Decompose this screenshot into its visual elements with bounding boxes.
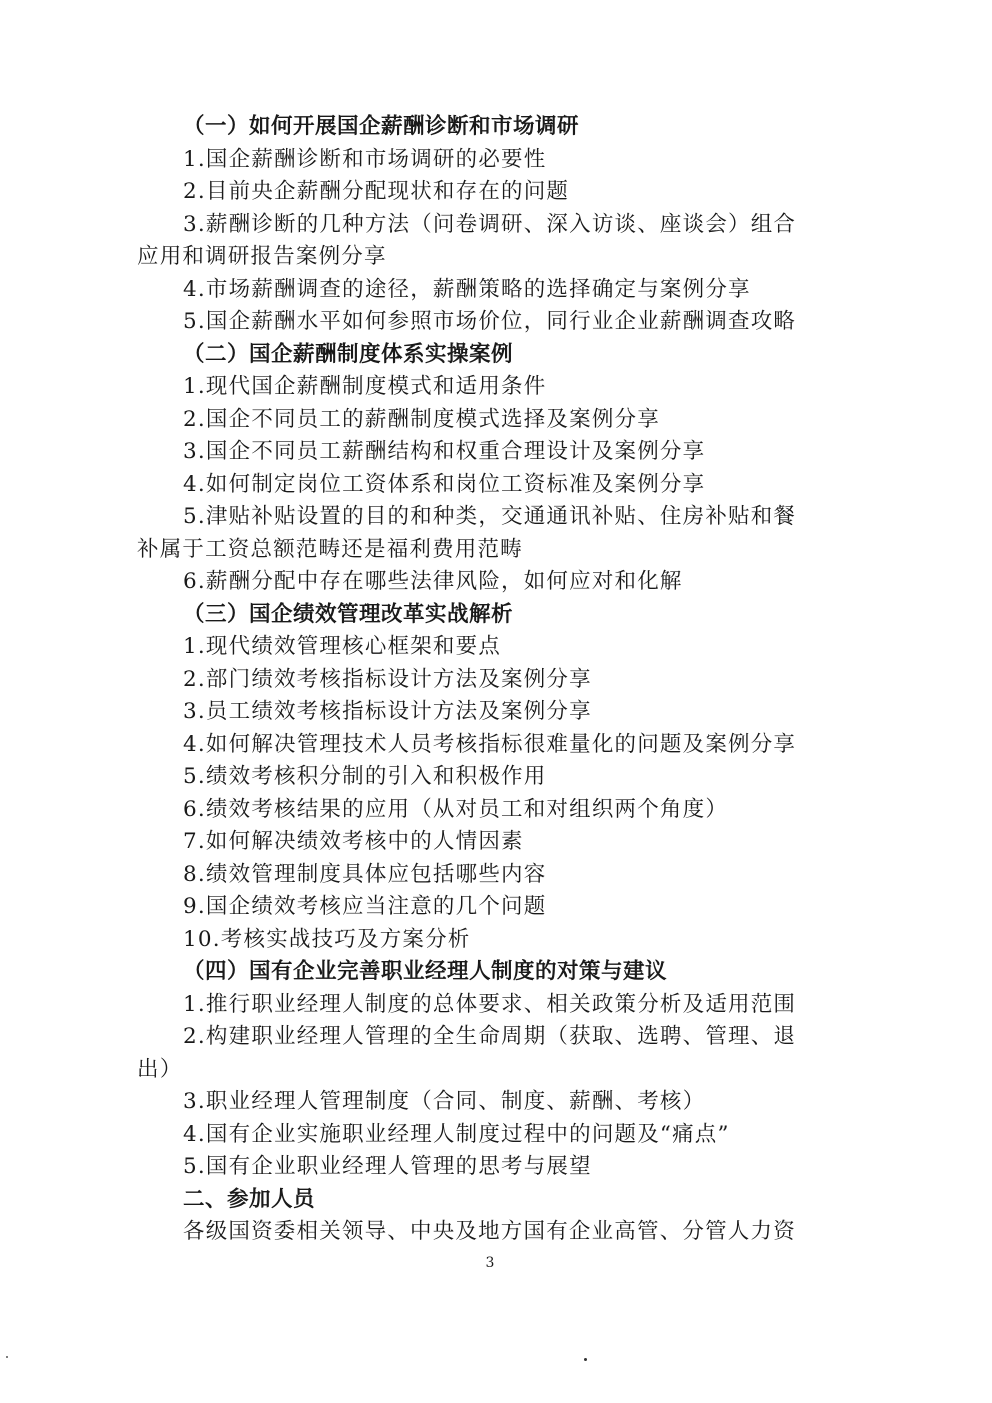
list-item: 4.市场薪酬调查的途径，薪酬策略的选择确定与案例分享 [183, 276, 751, 302]
list-item: 7.如何解决绩效考核中的人情因素 [183, 829, 524, 854]
list-item: 1.国企薪酬诊断和市场调研的必要性 [183, 146, 547, 172]
list-item: 4.如何制定岗位工资体系和岗位工资标准及案例分享 [183, 471, 706, 497]
list-item: 1.现代国企薪酬制度模式和适用条件 [183, 374, 547, 399]
scan-speck [584, 1358, 587, 1361]
part-two-text: 各级国资委相关领导、中央及地方国有企业高管、分管人力资 [183, 1219, 796, 1244]
list-item: 2.构建职业经理人管理的全生命周期（获取、选聘、管理、退 [183, 1024, 797, 1049]
document-body [137, 111, 849, 1249]
list-item: 10.考核实战技巧及方案分析 [183, 926, 471, 952]
page-number: 3 [485, 1255, 495, 1271]
list-item: 4.如何解决管理技术人员考核指标很难量化的问题及案例分享 [183, 731, 797, 757]
list-item: 3.员工绩效考核指标设计方法及案例分享 [183, 699, 592, 724]
list-item: 3.职业经理人管理制度（合同、制度、薪酬、考核） [183, 1089, 706, 1114]
list-item-continuation: 补属于工资总额范畴还是福利费用范畴 [137, 536, 523, 562]
list-item: 5.绩效考核积分制的引入和积极作用 [183, 764, 547, 789]
list-item: 2.国企不同员工的薪酬制度模式选择及案例分享 [183, 406, 660, 432]
section-heading-4: （四）国有企业完善职业经理人制度的对策与建议 [183, 959, 668, 984]
list-item: 1.推行职业经理人制度的总体要求、相关政策分析及适用范围 [183, 991, 797, 1017]
list-item: 5.国企薪酬水平如何参照市场价位，同行业企业薪酬调查攻略 [183, 309, 797, 334]
list-item: 1.现代绩效管理核心框架和要点 [183, 634, 502, 659]
part-two-heading: 二、参加人员 [183, 1186, 316, 1212]
section-heading-2: （二）国企薪酬制度体系实操案例 [183, 341, 514, 367]
section-heading-3: （三）国企绩效管理改革实战解析 [183, 601, 514, 627]
list-item: 5.国有企业职业经理人管理的思考与展望 [183, 1154, 592, 1179]
list-item: 3.薪酬诊断的几种方法（问卷调研、深入访谈、座谈会）组合 [183, 211, 797, 237]
list-item-continuation: 应用和调研报告案例分享 [137, 244, 387, 269]
list-item: 4.国有企业实施职业经理人制度过程中的问题及“痛点” [183, 1121, 730, 1147]
scan-speck [6, 1356, 8, 1358]
list-item: 3.国企不同员工薪酬结构和权重合理设计及案例分享 [183, 439, 706, 464]
list-item: 2.部门绩效考核指标设计方法及案例分享 [183, 666, 592, 692]
list-item: 6.薪酬分配中存在哪些法律风险，如何应对和化解 [183, 569, 683, 594]
section-heading-1: （一）如何开展国企薪酬诊断和市场调研 [183, 114, 580, 139]
list-item: 5.津贴补贴设置的目的和种类，交通通讯补贴、住房补贴和餐 [183, 504, 797, 529]
list-item: 2.目前央企薪酬分配现状和存在的问题 [183, 179, 570, 204]
list-item: 6.绩效考核结果的应用（从对员工和对组织两个角度） [183, 796, 729, 822]
list-item: 9.国企绩效考核应当注意的几个问题 [183, 894, 547, 919]
list-item: 8.绩效管理制度具体应包括哪些内容 [183, 861, 547, 887]
list-item-continuation: 出） [137, 1056, 183, 1082]
